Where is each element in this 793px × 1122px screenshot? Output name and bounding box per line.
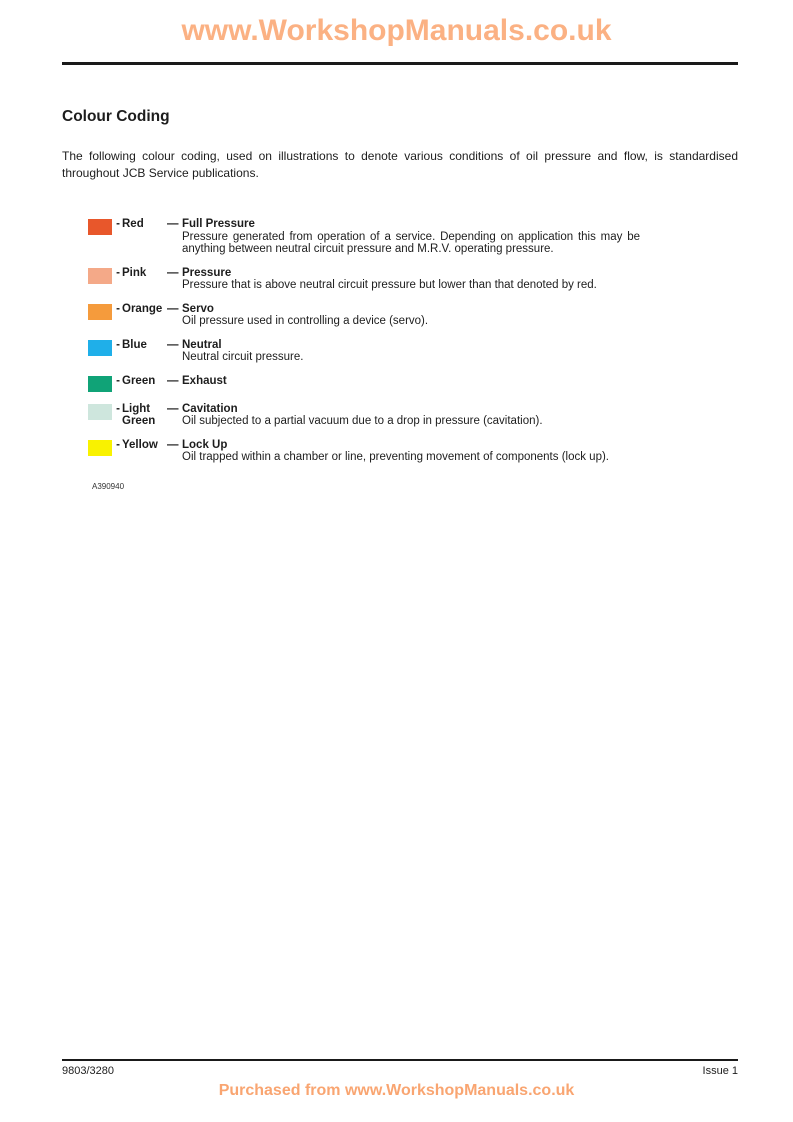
page-title: Colour Coding [62, 108, 170, 125]
colour-title: Lock Up [182, 438, 228, 451]
colour-name: Light Green [122, 402, 156, 427]
colour-title: Exhaust [182, 374, 227, 387]
intro-paragraph: The following colour coding, used on illustrations to denote various conditions of oil pressure and flow, is standardised throughout JCB Service publications. [62, 149, 738, 180]
colour-title: Pressure [182, 266, 232, 279]
site-url-header: www.WorkshopManuals.co.uk [181, 14, 612, 47]
name-title-dash: — [167, 402, 179, 415]
colour-name: Red [122, 218, 144, 230]
colour-swatch [88, 340, 112, 356]
swatch-tick: - [116, 374, 120, 387]
legend-body [182, 439, 640, 464]
swatch-tick: - [116, 438, 120, 451]
colour-description: Oil trapped within a chamber or line, preventing movement of components (lock up). [182, 451, 609, 463]
legend-row [62, 375, 738, 392]
colour-name: Yellow [122, 438, 158, 451]
colour-swatch [88, 268, 112, 284]
name-title-dash: — [167, 438, 179, 451]
legend-body [182, 218, 640, 256]
colour-description: Neutral circuit pressure. [182, 351, 304, 363]
issue-label: Issue 1 [702, 1065, 738, 1077]
colour-description: Oil pressure used in controlling a device (servo). [182, 315, 429, 327]
legend-body [182, 339, 640, 364]
colour-swatch [88, 404, 112, 420]
legend-body [182, 303, 640, 328]
swatch-tick: - [116, 402, 120, 415]
legend-body [182, 375, 640, 388]
name-title-dash: — [167, 218, 179, 230]
colour-name: Pink [122, 266, 147, 279]
colour-swatch [88, 304, 112, 320]
colour-name: Orange [122, 302, 163, 315]
colour-title: Servo [182, 302, 214, 315]
swatch-tick: - [116, 218, 120, 230]
colour-swatch [88, 219, 112, 235]
colour-swatch [88, 376, 112, 392]
colour-description: Pressure generated from operation of a service. Depending on application this may be anything between neutral circuit pressure and M.R.V. operating pressure. [182, 230, 640, 255]
legend-row [62, 439, 738, 464]
name-title-dash: — [167, 374, 179, 387]
colour-name: Green [122, 374, 156, 387]
legend-row [62, 303, 738, 328]
swatch-tick: - [116, 302, 120, 315]
colour-description: Oil subjected to a partial vacuum due to a drop in pressure (cavitation). [182, 415, 543, 427]
name-title-dash: — [167, 266, 179, 279]
colour-name: Blue [122, 338, 147, 351]
colour-description: Pressure that is above neutral circuit pressure but lower than that denoted by red. [182, 279, 597, 291]
footer-row [62, 1065, 738, 1077]
swatch-tick: - [116, 266, 120, 279]
colour-legend [62, 218, 738, 475]
swatch-tick: - [116, 338, 120, 351]
legend-row [62, 339, 738, 364]
legend-row [62, 403, 738, 428]
colour-title: Full Pressure [182, 218, 255, 230]
doc-number: 9803/3280 [62, 1065, 114, 1077]
name-title-dash: — [167, 338, 179, 351]
legend-row [62, 218, 738, 256]
colour-swatch [88, 440, 112, 456]
purchase-note: Purchased from www.WorkshopManuals.co.uk [218, 1082, 575, 1099]
figure-reference: A390940 [92, 482, 125, 491]
footer-divider [62, 1059, 738, 1061]
legend-body [182, 403, 640, 428]
legend-row [62, 267, 738, 292]
colour-title: Neutral [182, 338, 222, 351]
name-title-dash: — [167, 302, 179, 315]
colour-title: Cavitation [182, 402, 238, 415]
legend-body [182, 267, 640, 292]
header-divider [62, 62, 738, 65]
